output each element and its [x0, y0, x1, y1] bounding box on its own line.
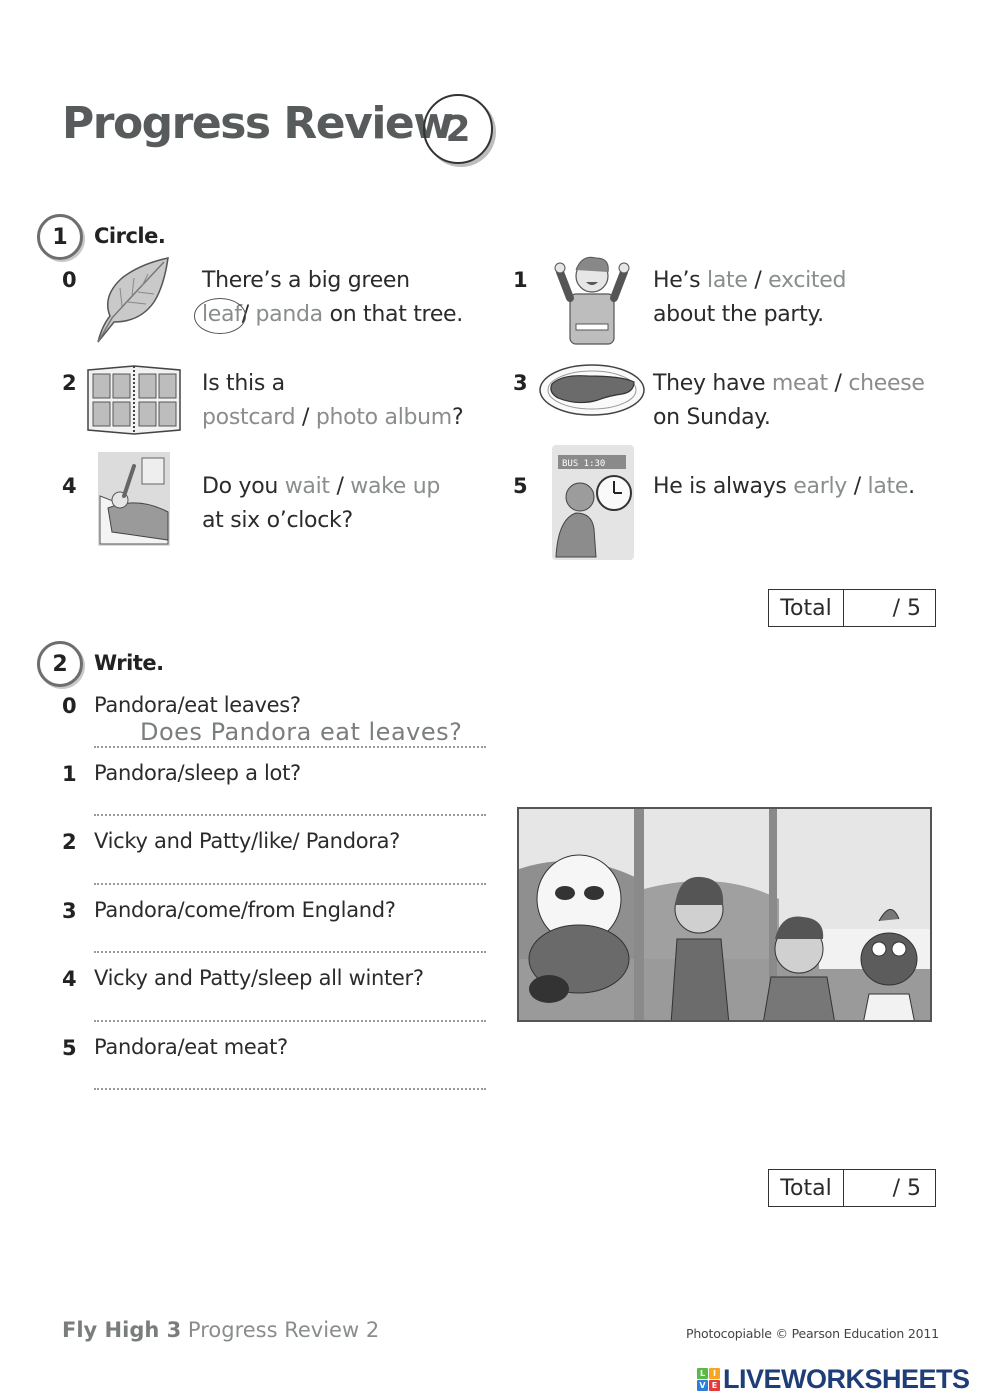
write-prompt-5: Pandora/eat meat?: [94, 1035, 288, 1059]
answer-line-0: [94, 746, 486, 748]
total-score-field[interactable]: / 5: [892, 1175, 921, 1201]
write-prompt-0: Pandora/eat leaves?: [94, 693, 301, 717]
bus-sign: BUS 1:30: [562, 459, 606, 469]
option-b[interactable]: cheese: [848, 371, 925, 396]
circle-sentence-2: [202, 367, 463, 435]
liveworksheets-wordmark: LIVEWORKSHEETS: [723, 1364, 970, 1394]
sentence-text: They have: [653, 371, 766, 396]
sentence-text: .: [908, 474, 915, 499]
plate-of-meat-icon: [538, 362, 646, 418]
sentence-text: Is this a: [202, 371, 285, 396]
item-number: 3: [513, 371, 528, 395]
option-separator: /: [241, 302, 249, 327]
footer-copyright: Photocopiable © Pearson Education 2011: [686, 1326, 939, 1341]
option-separator: /: [834, 371, 842, 396]
write-prompt-1: Pandora/sleep a lot?: [94, 761, 301, 785]
option-separator: /: [302, 405, 310, 430]
item-number: 4: [62, 474, 77, 498]
girl-waking-up-icon: [98, 452, 170, 546]
book-name: Fly High 3: [62, 1318, 182, 1342]
option-separator: /: [754, 268, 762, 293]
answer-input-4[interactable]: [94, 1020, 486, 1022]
excited-boy-icon: [552, 250, 632, 345]
sentence-text: at six o’clock?: [202, 508, 353, 533]
option-b[interactable]: panda: [255, 302, 323, 327]
item-number: 5: [62, 1036, 77, 1060]
circle-sentence-4: [202, 470, 440, 538]
photo-album-icon: [84, 364, 184, 436]
section-1-instruction: Circle.: [94, 224, 166, 248]
man-looking-at-clock-icon: [552, 445, 634, 560]
panda-scene-illustration: [517, 807, 932, 1022]
section-2-instruction: Write.: [94, 651, 164, 675]
circle-sentence-5: [653, 470, 915, 504]
option-a-circled[interactable]: leaf: [202, 298, 242, 332]
sentence-text: Do you: [202, 474, 279, 499]
write-prompt-3: Pandora/come/from England?: [94, 898, 396, 922]
leaf-icon: [92, 256, 172, 346]
answer-input-5[interactable]: [94, 1088, 486, 1090]
item-number: 5: [513, 474, 528, 498]
review-number-badge: 2: [423, 94, 493, 164]
liveworksheets-logo[interactable]: [697, 1364, 970, 1395]
option-b[interactable]: late: [867, 474, 909, 499]
item-number: 2: [62, 371, 77, 395]
option-a[interactable]: late: [707, 268, 748, 293]
total-score-field[interactable]: / 5: [892, 595, 921, 621]
item-number: 3: [62, 899, 77, 923]
sentence-text: There’s a big green: [202, 268, 410, 293]
model-answer-0: Does Pandora eat leaves?: [140, 718, 463, 746]
answer-input-3[interactable]: [94, 951, 486, 953]
footer-page-name: Progress Review 2: [187, 1318, 380, 1342]
option-b[interactable]: photo album: [315, 405, 452, 430]
option-a[interactable]: meat: [771, 371, 828, 396]
answer-input-2[interactable]: [94, 883, 486, 885]
sentence-text: about the party.: [653, 302, 824, 327]
answer-input-1[interactable]: [94, 814, 486, 816]
option-b[interactable]: wake up: [350, 474, 441, 499]
item-number: 4: [62, 967, 77, 991]
section-1-number-badge: 1: [37, 214, 83, 260]
sentence-text: on that tree.: [329, 302, 463, 327]
sentence-text: on Sunday.: [653, 405, 771, 430]
option-separator: /: [336, 474, 344, 499]
footer-book-title: [62, 1318, 379, 1342]
page-title: Progress Review: [62, 98, 453, 149]
sentence-text: He is always: [653, 474, 787, 499]
item-number: 1: [513, 268, 528, 292]
write-prompt-2: Vicky and Patty/like/ Pandora?: [94, 829, 401, 853]
option-a[interactable]: wait: [284, 474, 330, 499]
item-number: 0: [62, 694, 77, 718]
circle-sentence-0: [202, 264, 463, 332]
live-tiles-icon: L I V E: [697, 1368, 720, 1391]
item-number: 2: [62, 830, 77, 854]
section-2-total-box: [768, 1169, 936, 1207]
circle-sentence-3: [653, 367, 925, 435]
write-prompt-4: Vicky and Patty/sleep all winter?: [94, 966, 424, 990]
item-number: 0: [62, 268, 77, 292]
sentence-text: ?: [451, 405, 464, 430]
total-label: Total: [769, 1170, 844, 1206]
option-a[interactable]: postcard: [202, 405, 296, 430]
circle-sentence-1: [653, 264, 846, 332]
item-number: 1: [62, 762, 77, 786]
section-1-total-box: [768, 589, 936, 627]
option-a[interactable]: early: [793, 474, 847, 499]
total-label: Total: [769, 590, 844, 626]
section-2-number-badge: 2: [37, 641, 83, 687]
option-b[interactable]: excited: [768, 268, 847, 293]
sentence-text: He’s: [653, 268, 701, 293]
option-separator: /: [853, 474, 861, 499]
